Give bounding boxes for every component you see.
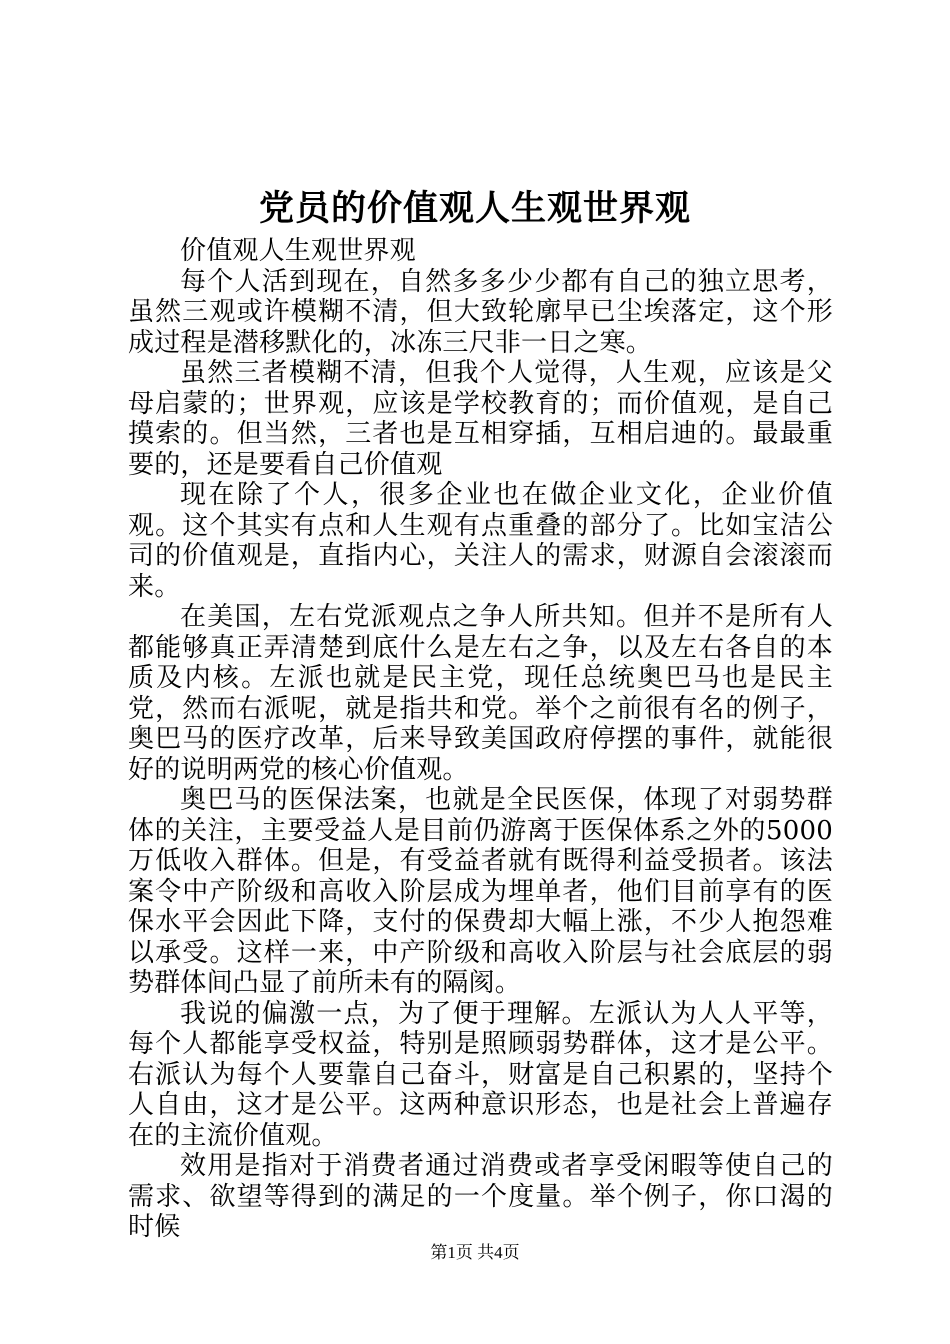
paragraph: 奥巴马的医保法案，也就是全民医保，体现了对弱势群体的关注，主要受益人是目前仍游离于医保体系之外的5000万低收入群体。但是，有受益者就有既得利益受损者。该法案令中产阶级和高收入阶层成为埋单者，他们目前享有的医保水平会因此下降，支付的保费却大幅上涨，不少人抱怨难以承受。这样一来，中产阶级和高收入阶层与社会底层的弱势群体间凸显了前所未有的隔阂。 xyxy=(128,785,833,998)
paragraph: 我说的偏激一点，为了便于理解。左派认为人人平等，每个人都能享受权益，特别是照顾弱势群体，这才是公平。右派认为每个人要靠自己奋斗，财富是自己积累的，坚持个人自由，这才是公平。这两种意识形态，也是社会上普遍存在的主流价值观。 xyxy=(128,998,833,1151)
paragraph: 效用是指对于消费者通过消费或者享受闲暇等使自己的需求、欲望等得到的满足的一个度量。举个例子，你口渴的时候 xyxy=(128,1151,833,1242)
document-subtitle: 价值观人生观世界观 xyxy=(180,236,416,266)
document-body xyxy=(128,236,833,1243)
paragraph: 在美国，左右党派观点之争人所共知。但并不是所有人都能够真正弄清楚到底什么是左右之争，以及左右各自的本质及内核。左派也就是民主党，现任总统奥巴马也是民主党，然而右派呢，就是指共和党。举个之前很有名的例子，奥巴马的医疗改革，后来导致美国政府停摆的事件，就能很好的说明两党的核心价值观。 xyxy=(128,602,833,785)
document-title: 党员的价值观人生观世界观 xyxy=(258,188,691,229)
paragraph: 虽然三者模糊不清，但我个人觉得，人生观，应该是父母启蒙的；世界观，应该是学校教育的；而价值观，是自己摸索的。但当然，三者也是互相穿插，互相启迪的。最最重要的，还是要看自己价值观 xyxy=(128,358,833,480)
page-footer: 第1页 共4页 xyxy=(430,1243,520,1262)
paragraph: 现在除了个人，很多企业也在做企业文化，企业价值观。这个其实有点和人生观有点重叠的部分了。比如宝洁公司的价值观是，直指内心，关注人的需求，财源自会滚滚而来。 xyxy=(128,480,833,602)
paragraph: 每个人活到现在，自然多多少少都有自己的独立思考，虽然三观或许模糊不清，但大致轮廓早已尘埃落定，这个形成过程是潜移默化的，冰冻三尺非一日之寒。 xyxy=(128,266,833,358)
